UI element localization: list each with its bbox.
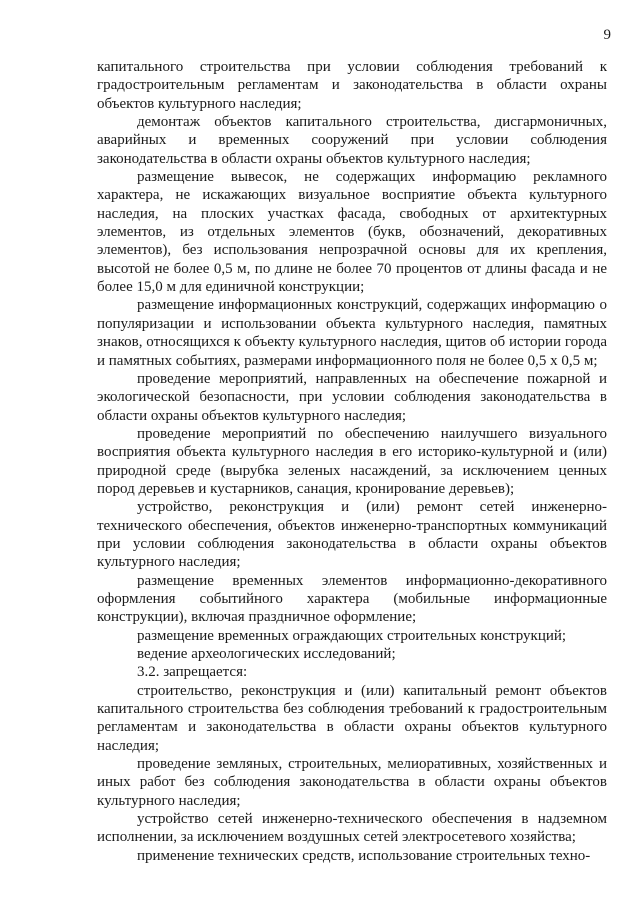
paragraph: проведение мероприятий по обеспечению наилучшего визуального восприятия объекта культурного наследия в его историко-культурной и (или) природной среде (вырубка зеленых насаждений, за исключением ценных пород деревьев и кустарников, санация, кронирование деревьев); <box>97 425 607 497</box>
section-heading: 3.2. запрещается: <box>137 664 248 681</box>
paragraph: проведение мероприятий, направленных на обеспечение пожарной и экологической безопасности, при условии соблюдения законодательства в области охраны объектов культурного наследия; <box>97 370 607 424</box>
paragraph: размещение вывесок, не содержащих информацию рекламного характера, не искажающих визуальное восприятие объекта культурного наследия, на плоских участках фасада, свободных от архитектурных элементов, из отдельных элементов (букв, обозначений, декоративных элементов), без использования непрозрачной основы для их крепления, высотой не более 0,5 м, по длине не более 70 процентов от длины фасада и не более 15,0 м для единичной конструкции; <box>97 169 607 296</box>
paragraph: строительство, реконструкция и (или) капитальный ремонт объектов капитального строительства без соблюдения требований к градостроительным регламентам и законодательства в области охраны объектов культурного наследия; <box>97 682 607 754</box>
paragraph: размещение информационных конструкций, содержащих информацию о популяризации и использовании объекта культурного наследия, памятных знаков, относящихся к объекту культурного наследия, щитов об истории города и памятных событиях, размерами информационного поля не более 0,5 х 0,5 м; <box>97 297 607 369</box>
paragraph: размещение временных ограждающих строительных конструкций; <box>137 627 567 644</box>
paragraph: размещение временных элементов информационно-декоративного оформления событийного характера (мобильные информационные конструкции), включая праздничное оформление; <box>97 572 607 626</box>
paragraph: применение технических средств, использование строительных техно- <box>137 847 591 864</box>
paragraph: устройство, реконструкция и (или) ремонт сетей инженерно-технического обеспечения, объектов инженерно-транспортных коммуникаций при условии соблюдения законодательства в области охраны объектов культурного наследия; <box>97 499 607 571</box>
document-body <box>97 58 607 865</box>
paragraph: демонтаж объектов капитального строительства, дисгармоничных, аварийных и временных сооружений при условии соблюдения законодательства в области охраны объектов культурного наследия; <box>97 114 607 167</box>
paragraph: проведение земляных, строительных, мелиоративных, хозяйственных и иных работ без соблюдения законодательства в области охраны объектов культурного наследия; <box>97 756 607 809</box>
paragraph: устройство сетей инженерно-технического обеспечения в надземном исполнении, за исключением воздушных сетей электросетевого хозяйства; <box>97 811 607 846</box>
paragraph: ведение археологических исследований; <box>137 646 396 662</box>
paragraph: капитального строительства при условии соблюдения требований к градостроительным регламентам и законодательства в области охраны объектов культурного наследия; <box>97 59 607 112</box>
page-number: 9 <box>603 27 611 43</box>
